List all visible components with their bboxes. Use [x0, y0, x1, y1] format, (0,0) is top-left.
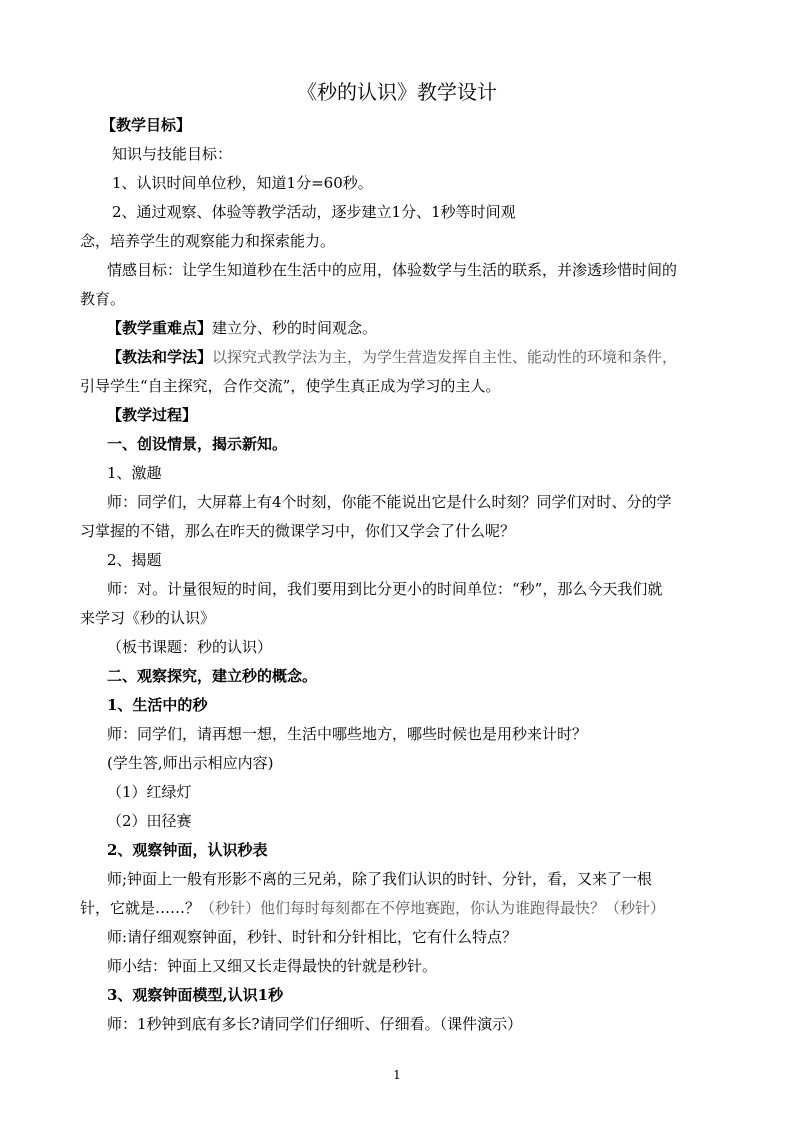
subheading: 1、激趣 — [107, 464, 162, 482]
paragraph: 师:请仔细观察钟面，秒针、时针和分针相比，它有什么特点？ — [107, 928, 518, 946]
paragraph: 师;钟面上一般有形影不离的三兄弟，除了我们认识的时针、分针，看，又来了一根 — [107, 870, 653, 888]
paragraph: 2、通过观察、体验等教学活动，逐步建立1分、1秒等时间观 — [112, 203, 516, 221]
paragraph — [80, 897, 720, 919]
paragraph: 师：1秒钟到底有多长?请同学们仔细听、仔细看。（课件演示） — [107, 1015, 523, 1033]
paragraph: 师小结：钟面上又细又长走得最快的针就是秒针。 — [107, 957, 438, 975]
subheading: 2、揭题 — [107, 551, 162, 569]
paragraph-key-points — [107, 317, 747, 339]
section-heading-1: 一、创设情景，揭示新知。 — [107, 435, 288, 453]
subheading: 3、观察钟面模型,认识1秒 — [107, 986, 284, 1004]
paragraph: 师：对。计量很短的时间，我们要用到比分更小的时间单位：“秒”，那么今天我们就 — [107, 580, 663, 598]
paragraph: 知识与技能目标： — [112, 145, 233, 163]
document-title: 《秒的认识》教学设计 — [297, 80, 497, 104]
paragraph: 1、认识时间单位秒，知道1分=60秒。 — [112, 174, 373, 192]
list-item: （2）田径赛 — [107, 812, 192, 830]
paragraph: 引导学生“自主探究，合作交流”，使学生真正成为学习的主人。 — [80, 377, 501, 395]
section-heading-goals: 【教学目标】 — [101, 116, 192, 134]
text-span: （秒针）他们每时每刻都在不停地赛跑，你认为谁跑得最快？（秒针） — [200, 899, 666, 917]
paragraph: 念，培养学生的观察能力和探索能力。 — [80, 232, 336, 250]
section-heading-key: 【教学重难点】 — [107, 319, 213, 337]
paragraph: 教育。 — [80, 290, 126, 308]
paragraph: 来学习《秒的认识》 — [80, 609, 216, 627]
paragraph: 习掌握的不错，那么在昨天的微课学习中，你们又学会了什么呢？ — [80, 522, 516, 540]
section-heading-2: 二、观察探究，建立秒的概念。 — [107, 667, 318, 685]
paragraph: (学生答,师出示相应内容) — [107, 754, 274, 772]
section-heading-method: 【教法和学法】 — [107, 348, 213, 366]
section-heading-process: 【教学过程】 — [107, 406, 198, 424]
list-item: （1）红绿灯 — [107, 783, 192, 801]
text-span: 针，它就是……？ — [80, 899, 201, 917]
paragraph: 情感目标：让学生知道秒在生活中的应用，体验数学与生活的联系，并渗透珍惜时间的 — [107, 261, 678, 279]
key-text: 建立分、秒的时间观念。 — [212, 319, 378, 337]
paragraph: （板书课题：秒的认识） — [107, 638, 273, 656]
paragraph: 师：同学们，请再想一想，生活中哪些地方，哪些时候也是用秒来计时？ — [107, 725, 588, 743]
method-text: 以探究式教学法为主，为学生营造发挥自主性、能动性的环境和条件， — [212, 348, 678, 366]
subheading: 2、观察钟面，认识秒表 — [107, 841, 268, 859]
subheading: 1、生活中的秒 — [107, 696, 208, 714]
paragraph: 师：同学们，大屏幕上有4个时刻，你能不能说出它是什么时刻？同学们对时、分的学 — [107, 493, 672, 511]
paragraph-method — [107, 346, 747, 368]
page-number: 1 — [393, 1068, 401, 1082]
